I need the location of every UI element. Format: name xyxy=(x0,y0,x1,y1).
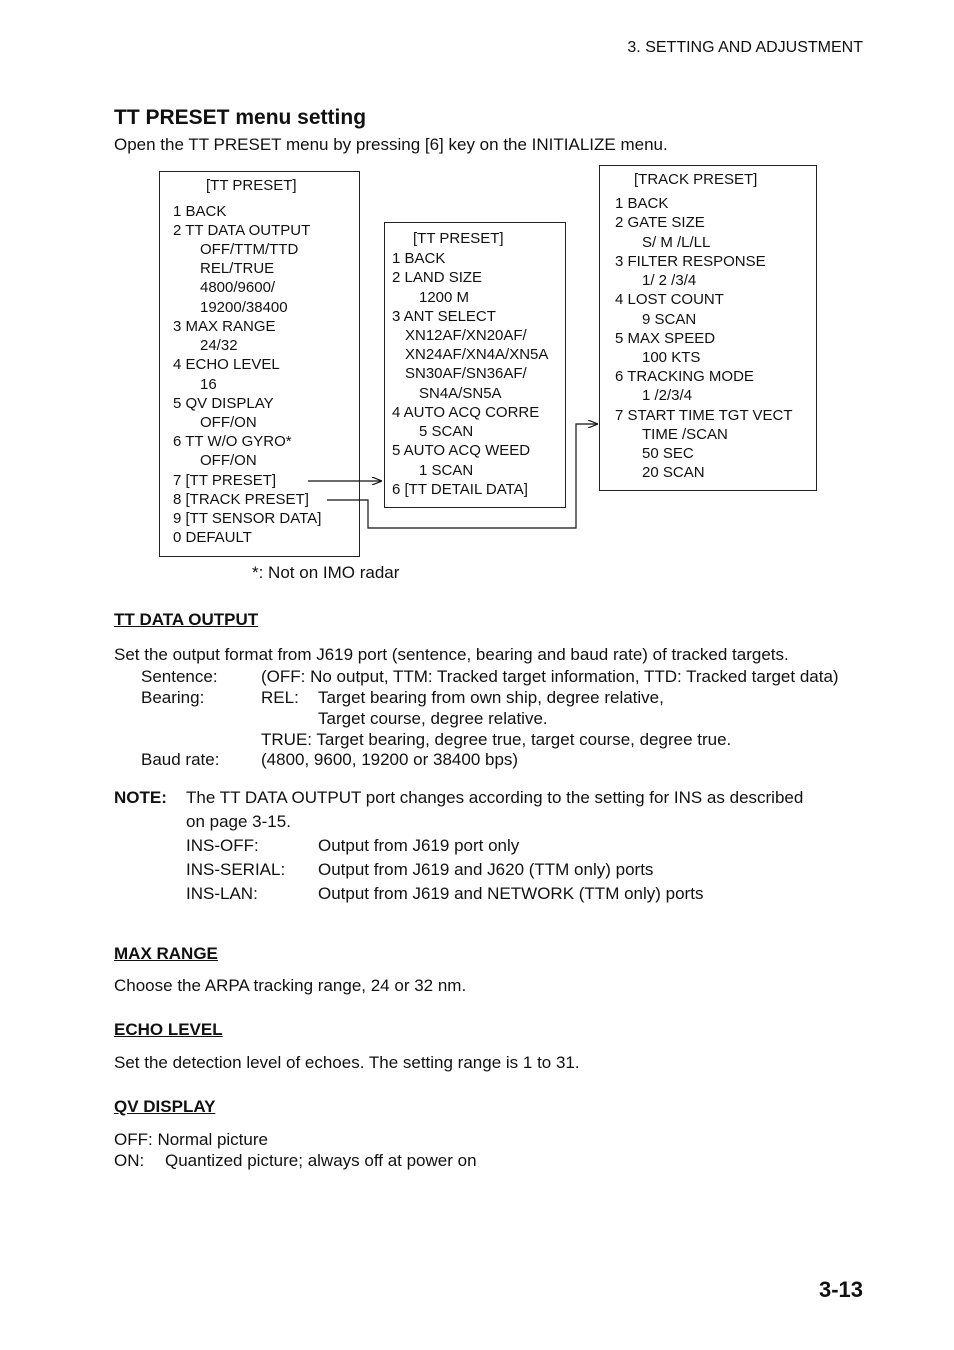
note-line-2: on page 3-15. xyxy=(186,812,291,831)
menu-option: 24/32 xyxy=(200,337,238,354)
menu-item: 5 AUTO ACQ WEED xyxy=(392,442,531,459)
menu-option: OFF/TTM/TTD xyxy=(200,241,299,258)
true-line: TRUE: Target bearing, degree true, target course, degree true. xyxy=(261,730,732,749)
heading-qv-display: QV DISPLAY xyxy=(114,1097,216,1116)
menu-option: OFF/ON xyxy=(200,414,257,431)
note-row-key: INS-LAN: xyxy=(186,884,258,903)
menu-item: 1 BACK xyxy=(392,250,446,267)
menu-title: [TT PRESET] xyxy=(413,230,504,247)
menu-option: 50 SEC xyxy=(642,445,694,462)
note-row-value: Output from J619 and J620 (TTM only) ports xyxy=(318,860,654,879)
heading-max-range: MAX RANGE xyxy=(114,944,218,963)
menu-item: 8 [TRACK PRESET] xyxy=(173,491,309,508)
heading-tt-data-output: TT DATA OUTPUT xyxy=(114,610,259,629)
menu-item: 1 BACK xyxy=(615,195,669,212)
sentence-value: (OFF: No output, TTM: Tracked target information, TTD: Tracked target data) xyxy=(261,667,839,686)
menu-item: 5 QV DISPLAY xyxy=(173,395,274,412)
qv-on-label: ON: xyxy=(114,1151,145,1170)
arrow-to-track-preset xyxy=(327,424,597,528)
menu-item: 2 LAND SIZE xyxy=(392,269,483,286)
max-range-desc: Choose the ARPA tracking range, 24 or 32 nm. xyxy=(114,976,467,995)
bearing-label: Bearing: xyxy=(141,688,205,707)
menu-option: 1 SCAN xyxy=(419,462,474,479)
menu-item: 4 ECHO LEVEL xyxy=(173,356,280,373)
menu-option: 1200 M xyxy=(419,289,470,306)
menu-title: [TRACK PRESET] xyxy=(634,171,758,188)
menu-option: 9 SCAN xyxy=(642,311,697,328)
menu-item: 4 LOST COUNT xyxy=(615,291,724,308)
note-row-key: INS-SERIAL: xyxy=(186,860,286,879)
menu-item: 2 GATE SIZE xyxy=(615,214,705,231)
menu-item: 6 TRACKING MODE xyxy=(615,368,754,385)
menu-item: 4 AUTO ACQ CORRE xyxy=(392,404,540,421)
qv-on-value: Quantized picture; always off at power on xyxy=(165,1151,477,1170)
menu-item: 6 [TT DETAIL DATA] xyxy=(392,481,528,498)
heading-echo-level: ECHO LEVEL xyxy=(114,1020,223,1039)
footnote: *: Not on IMO radar xyxy=(252,563,400,582)
menu-item: 5 MAX SPEED xyxy=(615,330,716,347)
qv-off-line: OFF: Normal picture xyxy=(114,1130,268,1149)
menu-item: 0 DEFAULT xyxy=(173,529,252,546)
menu-item: 7 [TT PRESET] xyxy=(173,472,277,489)
rel-line-1: Target bearing from own ship, degree relative, xyxy=(318,688,664,707)
menu-option: 100 KTS xyxy=(642,349,701,366)
note-row-key: INS-OFF: xyxy=(186,836,259,855)
menu-option: 19200/38400 xyxy=(200,299,288,316)
menu-item: 1 BACK xyxy=(173,203,227,220)
menu-item: 2 TT DATA OUTPUT xyxy=(173,222,311,239)
rel-label: REL: xyxy=(261,688,299,707)
menu-option: XN24AF/XN4A/XN5A xyxy=(405,346,549,363)
section-title: TT PRESET menu setting xyxy=(114,106,367,129)
echo-level-desc: Set the detection level of echoes. The setting range is 1 to 31. xyxy=(114,1053,580,1072)
menu-item: 3 ANT SELECT xyxy=(392,308,496,325)
menu-option: 1 /2/3/4 xyxy=(642,387,693,404)
menu-option: SN30AF/SN36AF/ xyxy=(405,365,527,382)
menu-option: REL/TRUE xyxy=(200,260,275,277)
menu-option: 5 SCAN xyxy=(419,423,474,440)
baud-value: (4800, 9600, 19200 or 38400 bps) xyxy=(261,750,519,769)
menu-item: 3 FILTER RESPONSE xyxy=(615,253,766,270)
menu-item: 3 MAX RANGE xyxy=(173,318,276,335)
menu-option: S/ M /L/LL xyxy=(642,234,711,251)
note-row-value: Output from J619 port only xyxy=(318,836,520,855)
menu-option: SN4A/SN5A xyxy=(419,385,502,402)
menu-option: 1/ 2 /3/4 xyxy=(642,272,697,289)
page-number: 3-13 xyxy=(818,1277,863,1302)
menu-item: 9 [TT SENSOR DATA] xyxy=(173,510,322,527)
note-row-value: Output from J619 and NETWORK (TTM only) ports xyxy=(318,884,704,903)
menu-item: 7 START TIME TGT VECT xyxy=(615,407,793,424)
sentence-label: Sentence: xyxy=(141,667,218,686)
baud-label: Baud rate: xyxy=(141,750,220,769)
menu-option: 20 SCAN xyxy=(642,464,705,481)
note-label: NOTE: xyxy=(114,788,167,807)
intro-text: Open the TT PRESET menu by pressing [6] key on the INITIALIZE menu. xyxy=(114,135,668,154)
rel-line-2: Target course, degree relative. xyxy=(318,709,548,728)
menu-option: OFF/ON xyxy=(200,452,257,469)
menu-title: [TT PRESET] xyxy=(206,177,297,194)
menu-option: 16 xyxy=(200,376,217,393)
menu-option: 4800/9600/ xyxy=(200,279,276,296)
note-line-1: The TT DATA OUTPUT port changes according to the setting for INS as described xyxy=(186,788,804,807)
running-header: 3. SETTING AND ADJUSTMENT xyxy=(627,39,863,56)
tt-data-output-desc: Set the output format from J619 port (sentence, bearing and baud rate) of tracked targets. xyxy=(114,645,789,664)
menu-option: XN12AF/XN20AF/ xyxy=(405,327,527,344)
menu-option: TIME /SCAN xyxy=(642,426,728,443)
menu-item: 6 TT W/O GYRO* xyxy=(173,433,292,450)
